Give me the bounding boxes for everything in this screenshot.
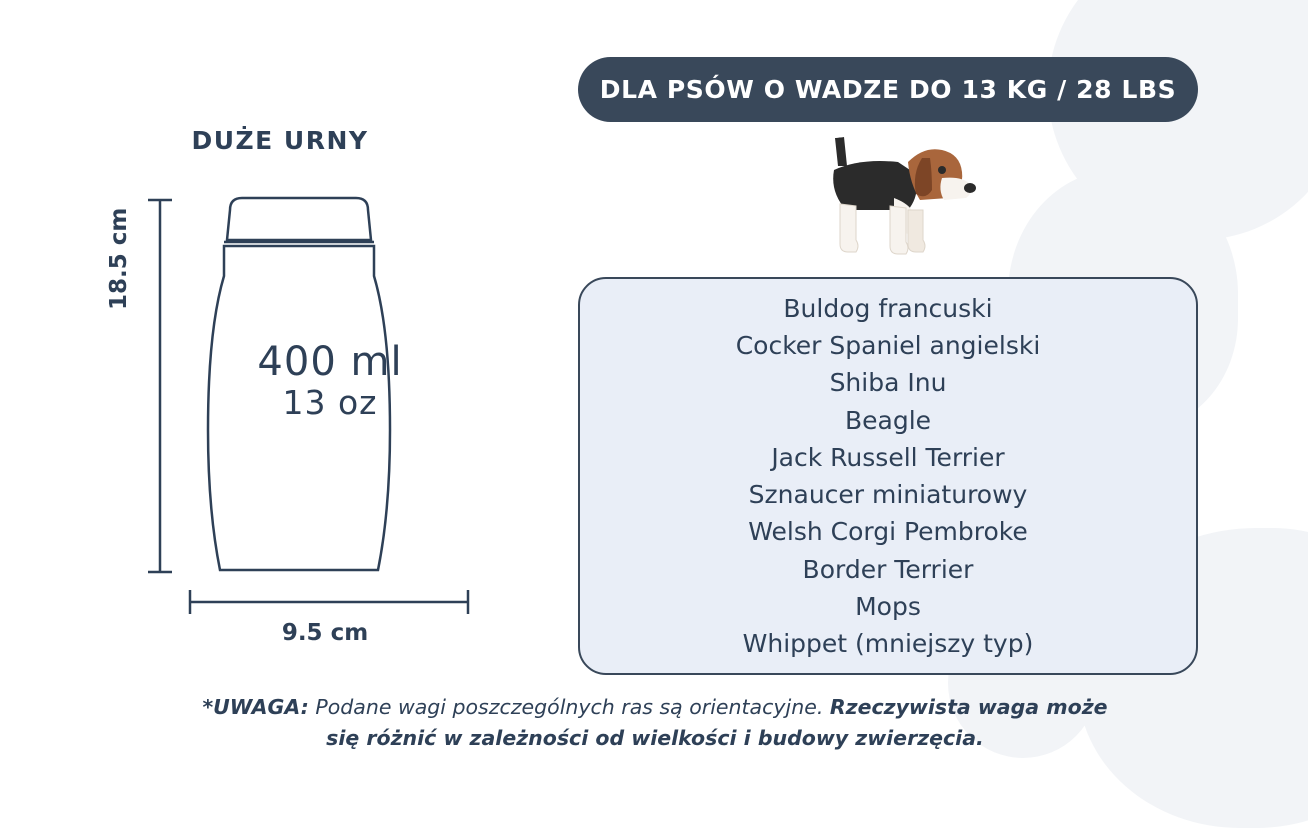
urn-lid [227, 198, 371, 240]
width-dimension-line [190, 590, 468, 614]
footnote-text: Podane wagi poszczególnych ras są orientacyjne. [308, 695, 830, 719]
list-item: Shiba Inu [829, 368, 947, 398]
urn-height-label: 18.5 cm [106, 207, 132, 310]
urn-width-label: 9.5 cm [281, 620, 369, 646]
beagle-dog-icon [790, 118, 980, 268]
breed-list-box [578, 277, 1198, 675]
footnote-emphasis: Rzeczywista waga może się różnić w zależności od wielkości i budowy zwierzęcia. [326, 695, 1108, 750]
footnote [190, 692, 1120, 754]
list-item: Whippet (mniejszy typ) [742, 629, 1034, 658]
list-item: Border Terrier [802, 554, 974, 584]
list-item: Jack Russell Terrier [771, 442, 1005, 472]
list-item: Beagle [844, 405, 932, 435]
list-item: Sznaucer miniaturowy [748, 480, 1028, 509]
urn-diagram-panel [0, 0, 560, 788]
urn-size-title: DUŻE URNY [191, 126, 369, 155]
list-item: Welsh Corgi Pembroke [748, 517, 1028, 547]
height-dimension-line [148, 200, 172, 572]
breed-info-panel [560, 0, 1308, 788]
list-item: Buldog francuski [783, 293, 993, 323]
list-item: Mops [855, 591, 921, 621]
weight-banner [578, 57, 1198, 122]
weight-banner-label: DLA PSÓW O WADZE DO 13 KG / 28 LBS [599, 75, 1177, 104]
list-item: Cocker Spaniel angielski [735, 331, 1041, 360]
urn-volume-oz: 13 oz [282, 382, 378, 422]
urn-volume-ml: 400 ml [257, 339, 403, 385]
urn-volume [195, 340, 465, 422]
footnote-prefix: *UWAGA: [202, 695, 309, 719]
